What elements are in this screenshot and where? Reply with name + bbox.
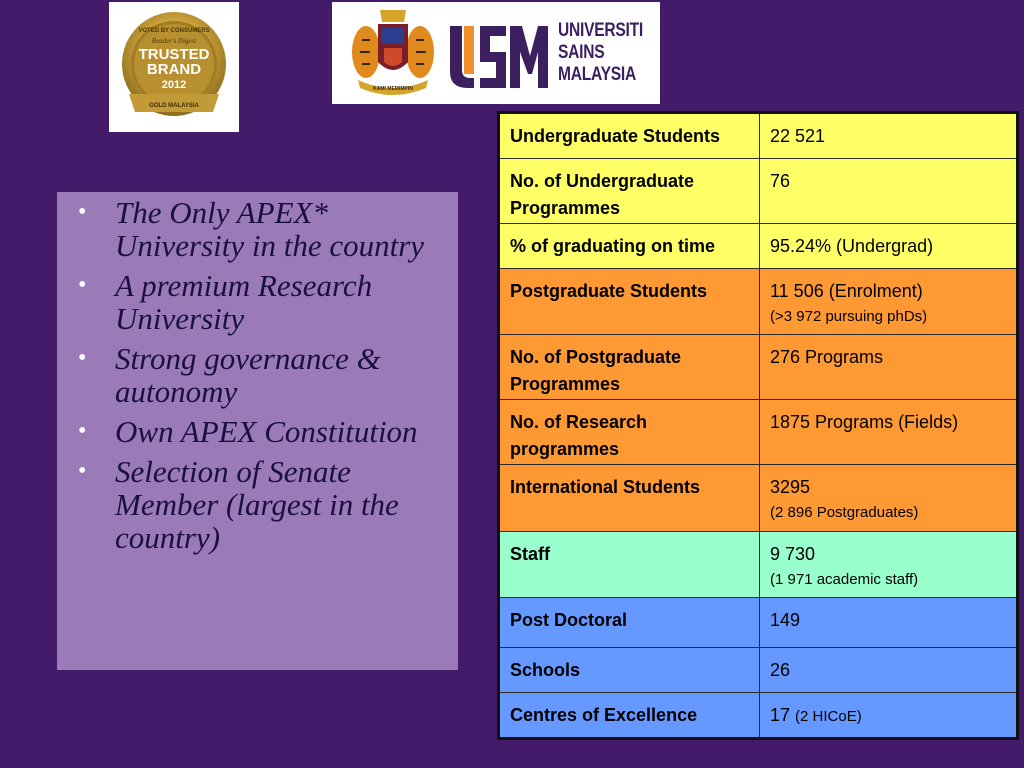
highlight-text: The Only APEX* University in the country xyxy=(115,195,425,263)
bullet-icon: • xyxy=(78,272,87,298)
row-note: (2 896 Postgraduates) xyxy=(770,504,919,521)
usm-name xyxy=(558,20,643,86)
usm-motto-text: KAMI MEMIMPIN xyxy=(373,86,413,92)
highlight-item xyxy=(78,454,455,555)
row-value xyxy=(760,465,1018,532)
table-row xyxy=(499,335,1018,400)
table-row xyxy=(499,224,1018,269)
row-value xyxy=(760,532,1018,598)
row-label: Undergraduate Students xyxy=(499,113,760,159)
row-label: Staff xyxy=(499,532,760,598)
table-row xyxy=(499,648,1018,693)
highlight-text: Own APEX Constitution xyxy=(115,414,418,449)
table-row xyxy=(499,269,1018,335)
highlight-text: A premium Research University xyxy=(115,268,373,336)
row-label: No. of Postgraduate Programmes xyxy=(499,335,760,400)
row-value xyxy=(760,224,1018,269)
highlights-list xyxy=(78,195,455,561)
usm-name-line3: MALAYSIA xyxy=(558,64,636,85)
row-value xyxy=(760,335,1018,400)
badge-top-text: VOTED BY CONSUMERS xyxy=(138,28,210,34)
bullet-icon: • xyxy=(78,199,87,225)
row-note: (>3 972 pursuing phDs) xyxy=(770,308,928,325)
badge-ribbon-text: GOLD MALAYSIA xyxy=(149,103,199,109)
row-value-text: 149 xyxy=(770,610,801,630)
table-row xyxy=(499,113,1018,159)
highlight-item xyxy=(78,341,455,409)
trusted-brand-badge-icon xyxy=(109,2,239,132)
row-label: Post Doctoral xyxy=(499,598,760,648)
usm-name-line1: UNIVERSITI xyxy=(558,20,643,41)
row-value xyxy=(760,648,1018,693)
row-value-text: 276 Programs xyxy=(770,347,884,367)
trusted-brand-badge xyxy=(109,2,239,132)
bullet-icon: • xyxy=(78,458,87,484)
table-row xyxy=(499,400,1018,465)
row-value xyxy=(760,598,1018,648)
row-label: International Students xyxy=(499,465,760,532)
highlight-text: Selection of Senate Member (largest in the country) xyxy=(115,454,399,555)
row-label: No. of Research programmes xyxy=(499,400,760,465)
row-note: (1 971 academic staff) xyxy=(770,571,919,588)
row-value-text: 1875 Programs (Fields) xyxy=(770,412,959,432)
row-value-text: 3295 xyxy=(770,477,811,497)
statistics-table xyxy=(497,111,1019,740)
badge-trusted-text: TRUSTED xyxy=(138,46,210,63)
highlight-item xyxy=(78,195,455,263)
row-value-text: 22 521 xyxy=(770,126,826,146)
table-row xyxy=(499,159,1018,224)
badge-year-text: 2012 xyxy=(161,79,187,91)
table-row xyxy=(499,465,1018,532)
row-value-text: 9 730 xyxy=(770,544,816,564)
row-value xyxy=(760,269,1018,335)
row-value-text: 26 xyxy=(770,660,791,680)
usm-logo xyxy=(332,2,660,104)
bullet-icon: • xyxy=(78,418,87,444)
row-value-text: 95.24% (Undergrad) xyxy=(770,236,934,256)
badge-reader-text: Reader's Digest xyxy=(151,37,197,45)
highlights-panel xyxy=(57,192,458,670)
highlight-item xyxy=(78,414,455,449)
row-label: No. of Undergraduate Programmes xyxy=(499,159,760,224)
usm-crest-icon xyxy=(348,6,438,98)
row-label: % of graduating on time xyxy=(499,224,760,269)
usm-name-line2: SAINS xyxy=(558,42,605,63)
table-row xyxy=(499,598,1018,648)
usm-wordmark-icon xyxy=(448,22,550,90)
row-value xyxy=(760,113,1018,159)
row-label: Postgraduate Students xyxy=(499,269,760,335)
row-label: Schools xyxy=(499,648,760,693)
row-value-text: 76 xyxy=(770,171,791,191)
row-value xyxy=(760,693,1018,739)
row-inline-note: (2 HICoE) xyxy=(795,708,862,725)
badge-brand-text: BRAND xyxy=(146,61,202,78)
row-value xyxy=(760,400,1018,465)
row-label: Centres of Excellence xyxy=(499,693,760,739)
highlight-item xyxy=(78,268,455,336)
table-row xyxy=(499,532,1018,598)
row-value-text: 17 xyxy=(770,705,791,725)
row-value-text: 11 506 (Enrolment) xyxy=(770,281,923,301)
table-row xyxy=(499,693,1018,739)
row-value xyxy=(760,159,1018,224)
highlight-text: Strong governance & autonomy xyxy=(115,341,381,409)
bullet-icon: • xyxy=(78,345,87,371)
